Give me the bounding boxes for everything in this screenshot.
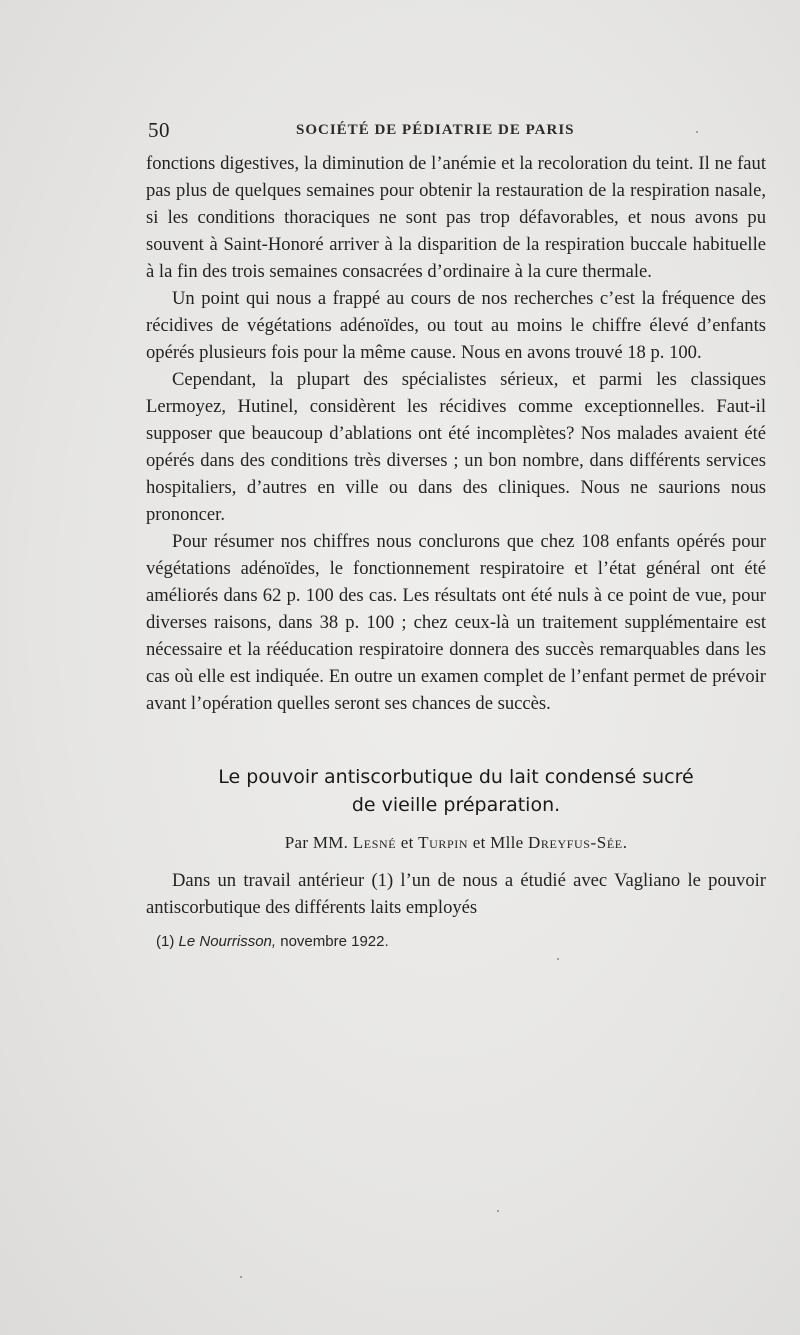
paragraph-continuation: fonctions digestives, la diminution de l’anémie et la recoloration du teint. Il ne faut pas plus de quelques semaines pour obtenir la restauration de la respiration nasale, si les conditions thoraciques ne sont pas trop défavorables, et nous avons pu souvent à Saint-Honoré arriver à la disparition de la respiration buccale habituelle à la fin des trois semaines consacrées d’ordinaire à la cure thermale. [146, 153, 766, 282]
byline-and: et [400, 833, 414, 852]
byline-and-mlle: et Mlle [472, 833, 524, 852]
scan-speck [557, 958, 559, 960]
paragraph-intro: Dans un travail antérieur (1) l’un de nous a étudié avec Vagliano le pouvoir antiscorbutique des différents laits employés [146, 870, 766, 918]
paragraph-conclusion: Pour résumer nos chiffres nous conclurons que chez 108 enfants opérés pour végétations adénoïdes, le fonctionnement respiratoire et l’état général ont été améliorés dans 62 p. 100 des cas. Les résultats ont été nuls à ce point de vue, pour diverses raisons, dans 38 p. 100 ; chez ceux-là un traitement supplémentaire est nécessaire et la rééducation respiratoire donnera des succès remarquables dans les cas où elle est indiquée. En outre un examen complet de l’enfant permet de prévoir avant l’opération quelles seront ses chances de succès. [146, 531, 766, 714]
footnote-date: novembre 1922. [280, 933, 389, 950]
footnote-journal: Le Nourrisson, [178, 933, 277, 950]
author-lesne: Lesné [352, 833, 397, 852]
article-title-line-2: de vieille préparation. [351, 794, 561, 816]
document-page [146, 118, 766, 950]
running-title: SOCIÉTÉ DE PÉDIATRIE DE PARIS [296, 122, 575, 138]
article-title [146, 763, 766, 819]
page-header [146, 118, 766, 144]
footnote-marker: (1) [156, 933, 175, 950]
byline-prefix: Par MM. [284, 833, 349, 852]
author-turpin: Turpin [418, 833, 469, 852]
page-number: 50 [148, 118, 170, 142]
byline-end: . [622, 833, 628, 852]
scan-speck [497, 1210, 499, 1212]
body-text [146, 150, 766, 717]
paragraph-recidives: Un point qui nous a frappé au cours de nos recherches c’est la fréquence des récidives de végétations adénoïdes, ou tout au moins le chiffre élevé d’enfants opérés plusieurs fois pour la même cause. Nous en avons trouvé 18 p. 100. [146, 288, 766, 363]
paragraph-specialistes: Cependant, la plupart des spécialistes sérieux, et parmi les classiques Lermoyez, Hutinel, considèrent les récidives comme exceptionnelles. Faut-il supposer que beaucoup d’ablations ont été incomplètes? Nos malades avaient été opérés dans des conditions très diverses ; un bon nombre, dans différents services hospitaliers, d’autres en ville ou dans des cliniques. Nous ne saurions nous prononcer. [146, 369, 766, 525]
scan-speck [240, 1276, 242, 1278]
article-title-line-1: Le pouvoir antiscorbutique du lait condensé sucré [218, 766, 694, 788]
article-byline [146, 833, 766, 853]
footnote [146, 933, 766, 950]
scan-speck [696, 131, 698, 133]
author-dreyfus-see: Dreyfus-Sée [528, 833, 623, 852]
article-intro [146, 867, 766, 921]
